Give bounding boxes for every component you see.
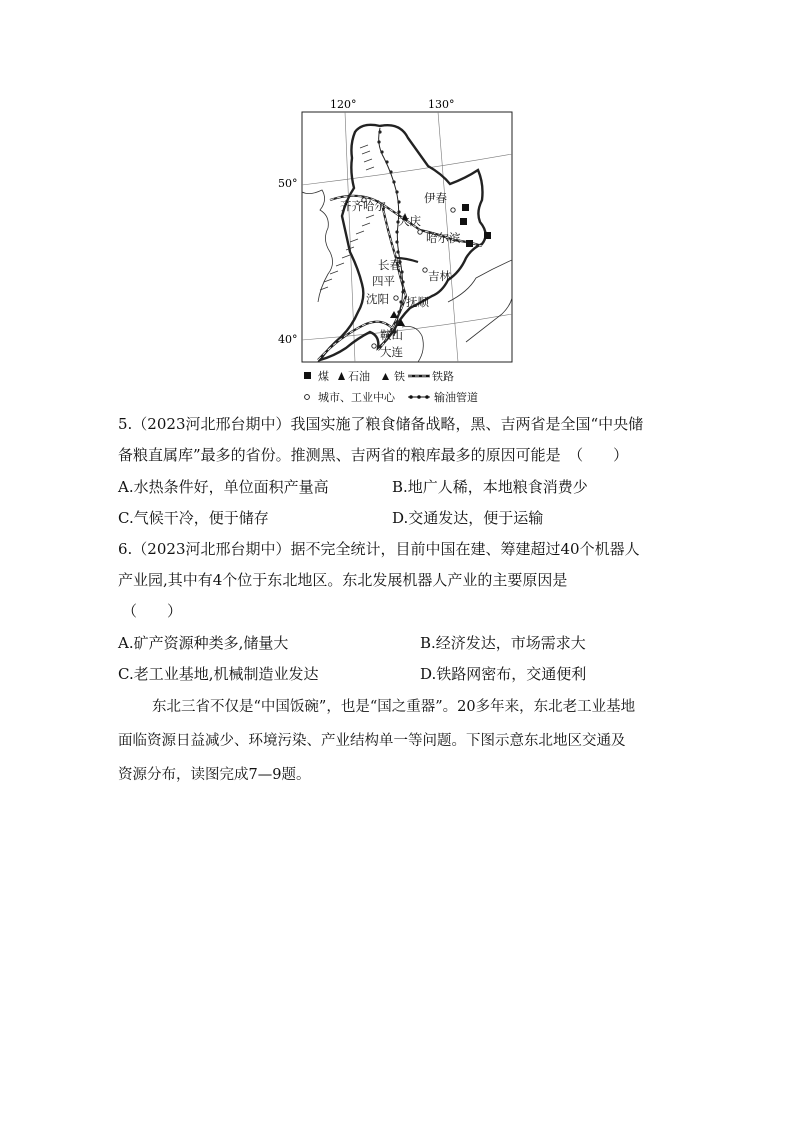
q5-option-d[interactable]: D.交通发达，便于运输 [392, 509, 544, 527]
city-label-harbin: 哈尔滨 [426, 231, 461, 245]
legend-coal-label: 煤 [318, 370, 329, 383]
city-label-shenyang: 沈阳 [366, 292, 389, 306]
passage-line3: 资源分布，读图完成7—9题。 [118, 767, 311, 783]
passage-line1: 东北三省不仅是“中国饭碗”，也是“国之重器”。20多年来，东北老工业基地 [152, 699, 636, 715]
northeast-map-svg [270, 92, 530, 410]
legend-iron-icon [382, 373, 389, 380]
lat-label-50: 50° [278, 177, 298, 190]
legend-oil-icon [338, 372, 345, 380]
legend-pipeline-label: 输油管道 [434, 391, 478, 404]
lon-label-130: 130° [428, 98, 455, 111]
legend-city-icon [305, 395, 310, 400]
city-label-dalian: 大连 [380, 345, 403, 359]
q6-option-b[interactable]: B.经济发达，市场需求大 [420, 634, 586, 652]
lon-label-120: 120° [330, 98, 357, 111]
q6-option-c[interactable]: C.老工业基地,机械制造业发达 [118, 665, 319, 683]
q6-option-a[interactable]: A.矿产资源种类多,储量大 [118, 634, 289, 652]
legend-city-label: 城市、工业中心 [318, 391, 395, 404]
q6-stem-line1: 6.（2023河北邢台期中）据不完全统计，目前中国在建、筹建超过40个机器人 [118, 540, 640, 558]
city-label-fushun: 抚顺 [406, 295, 429, 309]
northeast-map-figure [270, 92, 530, 410]
map-frame [302, 112, 512, 362]
city-label-yichun: 伊春 [424, 191, 447, 205]
q5-option-b[interactable]: B.地广人稀，本地粮食消费少 [392, 478, 588, 496]
map-legend [304, 369, 478, 404]
q6-stem-line2: 产业园,其中有4个位于东北地区。东北发展机器人产业的主要原因是 [118, 571, 568, 589]
passage-line2: 面临资源日益减少、环境污染、产业结构单一等问题。下图示意东北地区交通及 [118, 733, 626, 749]
city-label-anshan: 鞍山 [380, 328, 403, 342]
city-label-siping: 四平 [372, 274, 395, 288]
legend-oil-label: 石油 [348, 370, 370, 383]
city-label-qiqihar: 齐齐哈尔 [340, 199, 386, 213]
legend-iron-label: 铁 [394, 370, 405, 383]
city-label-daqing: 大庆 [398, 214, 421, 228]
legend-pipeline-icon [408, 395, 430, 399]
city-label-jilin: 吉林 [428, 269, 451, 283]
q6-option-d[interactable]: D.铁路网密布，交通便利 [420, 665, 587, 683]
legend-rail-label: 铁路 [432, 370, 454, 383]
city-label-changchun: 长春 [378, 258, 401, 272]
lat-label-40: 40° [278, 333, 298, 346]
q5-option-a[interactable]: A.水热条件好，单位面积产量高 [118, 478, 329, 496]
q5-stem-line2: 备粮直属库”最多的省份。推测黑、吉两省的粮库最多的原因可能是 （ ） [118, 446, 629, 464]
q5-stem-line1: 5.（2023河北邢台期中）我国实施了粮食储备战略，黑、吉两省是全国“中央储 [118, 415, 644, 433]
q5-option-c[interactable]: C.气候干冷，便于储存 [118, 509, 269, 527]
q6-answer-paren: （ ） [122, 602, 183, 620]
legend-coal-icon [304, 372, 311, 379]
